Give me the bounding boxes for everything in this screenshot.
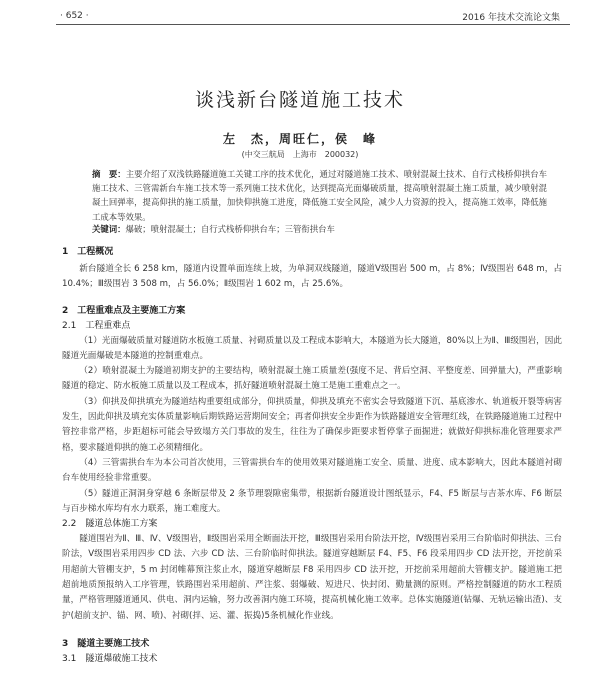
- abstract-label: 摘 要：: [92, 169, 126, 179]
- section-2-1-paragraph-1: （1）光面爆破质量对隧道防水板施工质量、衬砌质量以及工程成本影响大，本隧道为长大隧道，80%以上为Ⅱ、Ⅲ级围岩，因此隧道光面爆破是本隧道的控制重难点。: [62, 335, 562, 361]
- keywords-text: 爆破；喷射混凝土；自行式栈桥仰拱台车；三管衔拱台车: [125, 224, 335, 234]
- abstract-text: 主要介绍了双浅铁路隧道施工关键工序的技术优化，通过对隧道施工技术、喷射混凝土技术、自行式栈桥仰拱台车施工技术、三管需新台车施工技术等一系列施工技术优化，达到提高光面爆破质量，提高喷射混凝土施工质量，减少喷射混凝土回弹率，提高仰拱的施工质量，加快仰拱施工进度，降低施工安全风险，减少人力资源的投入，提高施工效率，降低施工成本等效果。: [92, 169, 548, 222]
- section-2-2-paragraph: 隧道围岩为Ⅱ、Ⅲ、Ⅳ、Ⅴ级围岩，Ⅱ级围岩采用全断面法开挖，Ⅲ级围岩采用台阶法开挖，Ⅳ级围岩采用三台阶临时仰拱法、三台阶法，Ⅴ级围岩采用四步 CD 法、六步 CD 法、三台阶临时仰拱法。隧道穿越断层 F4、F5、F6 段采用四步 CD 法开挖，开挖前采用超前大管棚支护，5 m 封闭帷幕预注浆止水，隧道穿越断层 F8 采用四步 CD 法开挖，开挖前采用超前大管棚支护。隧道施工把超前地质预报纳入工序管理，铁路围岩采用超前、严注浆、弱爆破、短进尺、快封闭、勤量测的原则。严格控制隧道的防水工程质量，严格管理隧道通风、供电、洞内运输，努力改善洞内施工环境，提高机械化施工效率。总体实施隧道(钻爆、无轨运输出渣)、支护(超前支护、锚、网、喷)、衬砌(拌、运、灌、振捣)5条机械化作业线。: [62, 534, 562, 621]
- section-2-1-paragraph-3: （3）仰拱及仰拱填充为隧道结构重要组成部分，仰拱质量，仰拱及填充不密实会导致隧道下沉、基底渗水、轨道板开裂等病害发生，因此仰拱及填充实体质量影响后期铁路运营期间安全；再者仰拱安全步距作为铁路隧道安全管理红线，在铁路隧道施工过程中管控非常严格，步距超标可能会导致塌方关门事故的发生，往往为了确保步距要求暂停掌子面掘进；就做好仰拱标准化管理要求严格，要求隧道仰拱的施工必须精细化。: [62, 396, 562, 453]
- section-2-1-paragraph-5: （5）隧道正洞洞身穿越 6 条断层带及 2 条节理裂隙密集带，根据新台隧道设计图纸显示，F4、F5 断层与吉茶水库、F6 断层与百步梯水库均有水力联系，施工难度大。: [62, 488, 562, 514]
- section-3-1-heading: 3.1 隧道爆破施工技术: [62, 653, 158, 664]
- section-2-2-heading: 2.2 隧道总体施工方案: [62, 519, 158, 530]
- keywords-label: 关键词：: [92, 224, 126, 234]
- header-rule: [56, 24, 570, 25]
- article-authors: 左 杰，周旺仁，侯 峰: [222, 132, 377, 146]
- page-number: · 652 ·: [60, 11, 89, 21]
- article-affiliation: (中交三航局 上海市 200032): [241, 150, 359, 159]
- keywords: [92, 222, 547, 236]
- section-2-1-paragraph-4: （4）三管需拱台车为本公司首次使用，三管需拱台车的使用效果对隧道施工安全、质量、进度、成本影响大，因此本隧道衬砌台车使用经验非常重要。: [62, 457, 562, 484]
- section-3-heading: 3 隧道主要施工技术: [62, 638, 150, 649]
- section-2-heading: 2 工程重难点及主要施工方案: [62, 305, 186, 316]
- journal-title: 2016 年技术交流论文集: [462, 12, 560, 23]
- section-2-1-paragraph-2: （2）喷射混凝土为隧道初期支护的主要结构，喷射混凝土施工质量差(强度不足、背后空洞、平整度差、回弹量大)，严重影响隧道的稳定、防水板施工质量以及工程成本，抓好隧道喷射混凝土施工是施工重难点之一。: [62, 366, 562, 392]
- article-body: [62, 244, 562, 667]
- section-1-paragraph: 新台隧道全长 6 258 km，隧道内设置单面连续上坡，为单洞双线隧道，隧道Ⅴ级围岩 500 m，占 8%；Ⅳ级围岩 648 m，占 10.4%；Ⅲ级围岩 3 508 m，占 56.0%；Ⅱ级围岩 1 602 m，占 25.6%。: [62, 264, 562, 290]
- running-head: [60, 8, 560, 24]
- section-1-heading: 1 工程概况: [62, 247, 114, 257]
- abstract: [92, 167, 547, 224]
- section-2-1-heading: 2.1 工程重难点: [62, 320, 131, 331]
- article-title: 谈浅新台隧道施工技术: [194, 89, 405, 111]
